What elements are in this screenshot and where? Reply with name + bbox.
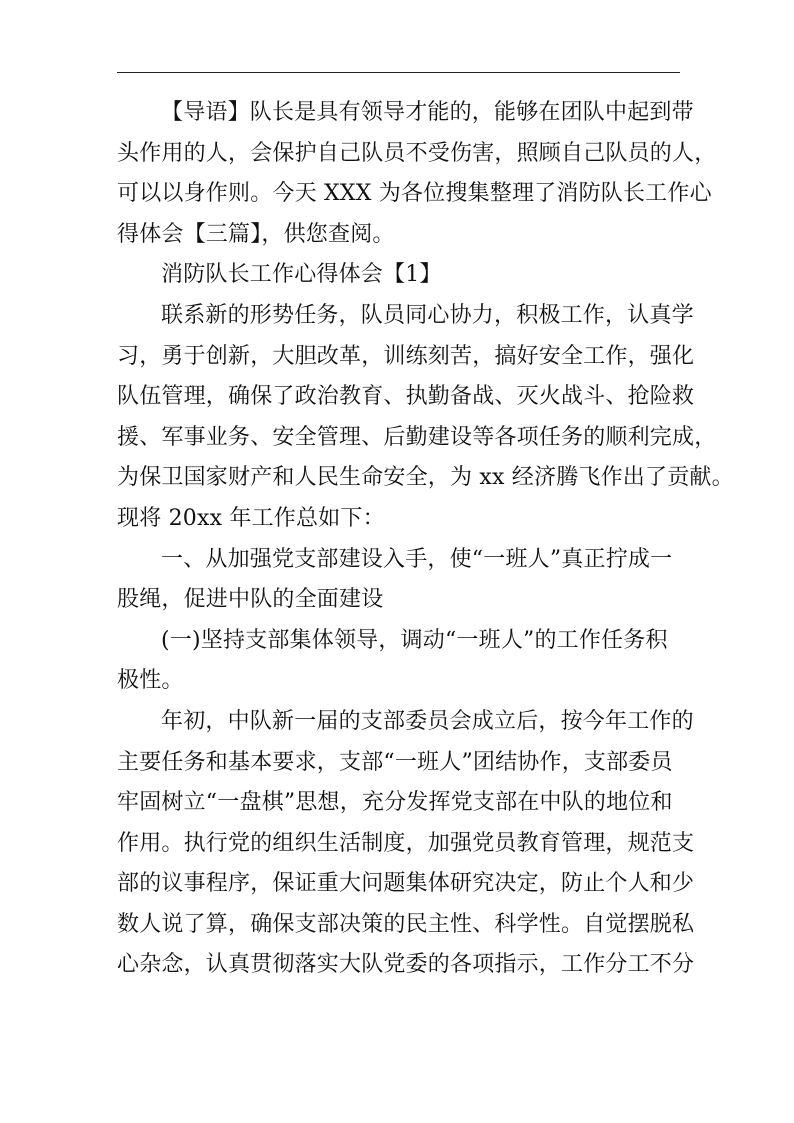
text-line: 可以以身作则。今天 XXX 为各位搜集整理了消防队长工作心 xyxy=(117,181,712,207)
text-line: 一、从加强党支部建设入手，使“一班人”真正拧成一 xyxy=(161,546,673,572)
text-line: 队伍管理，确保了政治教育、执勤备战、灭火战斗、抢险救 xyxy=(117,384,695,410)
text-line: 【导语】队长是具有领导才能的，能够在团队中起到带 xyxy=(161,100,694,125)
text-line: 主要任务和基本要求，支部“一班人”团结协作，支部委员 xyxy=(117,749,673,775)
text-line: 习，勇于创新，大胆改革，训练刻苦，搞好安全工作，强化 xyxy=(117,343,695,369)
text-line: 援、军事业务、安全管理、后勤建设等各项任务的顺利完成， xyxy=(117,424,717,450)
text-line: 股绳，促进中队的全面建设 xyxy=(117,587,384,613)
text-line: 数人说了算，确保支部决策的民主性、科学性。自觉摆脱私 xyxy=(117,911,695,937)
text-line: 牢固树立“一盘棋”思想，充分发挥党支部在中队的地位和 xyxy=(117,790,673,816)
document-body xyxy=(117,93,734,986)
text-line: 联系新的形势任务，队员同心协力，积极工作，认真学 xyxy=(161,302,694,328)
text-line: 现将 20xx 年工作总如下： xyxy=(117,505,385,531)
text-line: 得体会【三篇】，供您查阅。 xyxy=(117,221,395,247)
text-line: 作用。执行党的组织生活制度，加强党员教育管理，规范支 xyxy=(117,830,695,856)
text-line: 为保卫国家财产和人民生命安全，为 xx 经济腾飞作出了贡献。 xyxy=(117,465,734,491)
section-heading: 消防队长工作心得体会【1】 xyxy=(161,262,442,288)
header-rule xyxy=(117,72,680,73)
text-line: 头作用的人，会保护自己队员不受伤害，照顾自己队员的人， xyxy=(117,140,717,166)
text-line: (一)坚持支部集体领导，调动“一班人”的工作任务积 xyxy=(161,627,668,653)
text-line: 年初，中队新一届的支部委员会成立后，按今年工作的 xyxy=(161,708,694,734)
text-line: 部的议事程序，保证重大问题集体研究决定，防止个人和少 xyxy=(117,871,695,897)
text-line: 极性。 xyxy=(117,668,184,694)
text-line: 心杂念，认真贯彻落实大队党委的各项指示，工作分工不分 xyxy=(117,952,695,978)
